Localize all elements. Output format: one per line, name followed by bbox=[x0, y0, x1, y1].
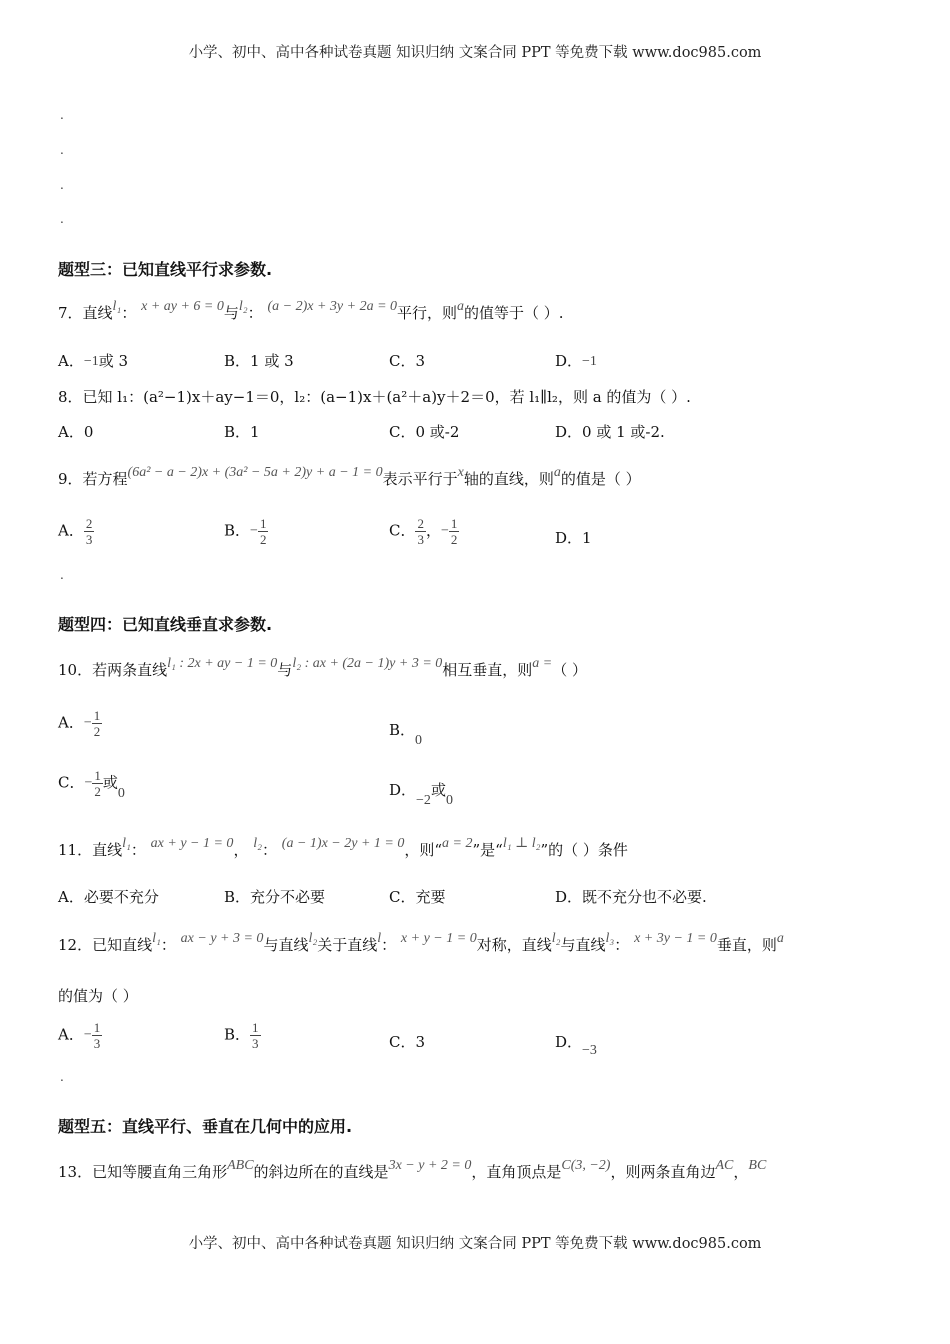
question-7 bbox=[58, 299, 564, 325]
q7-option-d: D．−1 bbox=[555, 352, 597, 370]
q13-eq: 3x − y + 2 = 0 bbox=[388, 1158, 472, 1173]
question-11: 11．直线l₁： ax + y − 1 = 0， l₂： (a − 1)x − 2y + 1 = 0，则“a = 2”是“l₁ ⊥ l₂”的（ ）条件 bbox=[58, 836, 628, 859]
q9-option-a: A． $\frac{2}{3}$ bbox=[58, 516, 93, 547]
q7-l1: l₁ bbox=[112, 299, 122, 314]
paragraph-mark: . bbox=[60, 178, 64, 192]
q7-text1: 平行，则 bbox=[397, 304, 458, 322]
q8-option-a: A．0 bbox=[58, 423, 94, 441]
q11-option-a: A．必要不充分 bbox=[58, 888, 159, 906]
q11-eq2: (a − 1)x − 2y + 1 = 0 bbox=[281, 836, 405, 851]
question-12-cont: 的值为（ ） bbox=[58, 987, 138, 1005]
q7-eq2: (a − 2)x + 3y + 2a = 0 bbox=[267, 299, 398, 314]
q7-l2: l₂ bbox=[238, 299, 248, 314]
q10-option-b: B．0 bbox=[389, 721, 423, 748]
q7-eq1: x + ay + 6 = 0 bbox=[141, 299, 224, 314]
section-title-5: 题型五：直线平行、垂直在几何中的应用. bbox=[58, 1117, 353, 1136]
q11-eq1: ax + y − 1 = 0 bbox=[150, 836, 234, 851]
q7-with: 与 bbox=[223, 304, 239, 322]
q7-colon: ： bbox=[121, 304, 137, 322]
page-footer: 小学、初中、高中各种试卷真题 知识归纳 文案合同 PPT 等免费下载 www.doc985.com bbox=[188, 1236, 762, 1252]
q10-option-c: C．− $\frac{1}{2}$ 或0 bbox=[58, 768, 125, 801]
question-12: 12．已知直线l₁： ax − y + 3 = 0与直线l₂关于直线l： x + y − 1 = 0对称，直线l₂与直线l₃： x + 3y − 1 = 0垂直，则a bbox=[58, 931, 784, 954]
section-title-4: 题型四：已知直线垂直求参数. bbox=[58, 615, 273, 634]
q12-option-b: B． $\frac{1}{3}$ bbox=[224, 1020, 259, 1051]
q7-colon2: ： bbox=[247, 304, 263, 322]
question-10: 10．若两条直线l₁ : 2x + ay − 1 = 0与l₂ : ax + (2a − 1)y + 3 = 0相互垂直，则a =（ ） bbox=[58, 656, 588, 679]
q10-eq2: l₂ : ax + (2a − 1)y + 3 = 0 bbox=[292, 656, 443, 671]
section-title-3: 题型三：已知直线平行求参数. bbox=[58, 260, 273, 279]
q8-option-d: D．0 或 1 或-2. bbox=[555, 423, 665, 441]
q8-option-b: B．1 bbox=[224, 423, 260, 441]
paragraph-mark: . bbox=[60, 108, 64, 122]
question-13: 13．已知等腰直角三角形ABC的斜边所在的直线是3x − y + 2 = 0，直角顶点是C(3, −2)，则两条直角边AC，BC bbox=[58, 1158, 767, 1181]
q7-option-c: C．3 bbox=[389, 352, 426, 370]
question-8: 8．已知 l₁：(a²−1)x＋ay−1＝0，l₂：(a−1)x＋(a²＋a)y＋2＝0，若 l₁∥l₂，则 a 的值为（ ）. bbox=[58, 388, 691, 406]
q10-option-d: D．−2或0 bbox=[389, 781, 453, 808]
q7-option-b: B．1 或 3 bbox=[224, 352, 294, 370]
q7-option-a: A．−1或 3 bbox=[58, 352, 129, 370]
question-9: 9．若方程(6a² − a − 2)x + (3a² − 5a + 2)y + a − 1 = 0表示平行于x轴的直线，则a的值是（ ） bbox=[58, 465, 641, 488]
q7-a: a bbox=[457, 299, 465, 314]
q10-eq1: l₁ : 2x + ay − 1 = 0 bbox=[167, 656, 278, 671]
q7-text2: 的值等于（ ）. bbox=[464, 304, 564, 322]
q11-option-b: B．充分不必要 bbox=[224, 888, 326, 906]
q10-option-a: A．− $\frac{1}{2}$ bbox=[58, 708, 101, 739]
q12-eq2: x + y − 1 = 0 bbox=[400, 931, 477, 946]
q8-option-c: C．0 或-2 bbox=[389, 423, 460, 441]
q12-option-a: A．− $\frac{1}{3}$ bbox=[58, 1020, 101, 1051]
paragraph-mark: . bbox=[60, 212, 64, 226]
paragraph-mark: . bbox=[60, 1070, 64, 1084]
q9-option-c: C． $\frac{2}{3}$ ，− $\frac{1}{2}$ bbox=[389, 516, 458, 547]
q12-eq1: ax − y + 3 = 0 bbox=[180, 931, 264, 946]
q12-eq3: x + 3y − 1 = 0 bbox=[634, 931, 717, 946]
q12-option-c: C．3 bbox=[389, 1033, 426, 1051]
paragraph-mark: . bbox=[60, 143, 64, 157]
q12-option-d: D．−3 bbox=[555, 1033, 597, 1058]
q7-number: 7．直线 bbox=[58, 304, 113, 322]
q9-eq: (6a² − a − 2)x + (3a² − 5a + 2)y + a − 1 = 0 bbox=[127, 465, 383, 480]
q11-option-d: D．既不充分也不必要. bbox=[555, 888, 707, 906]
q9-option-d: D．1 bbox=[555, 529, 592, 547]
page-header: 小学、初中、高中各种试卷真题 知识归纳 文案合同 PPT 等免费下载 www.doc985.com bbox=[188, 45, 762, 61]
q9-option-b: B．− $\frac{1}{2}$ bbox=[224, 516, 267, 547]
q11-option-c: C．充要 bbox=[389, 888, 446, 906]
paragraph-mark: . bbox=[60, 568, 64, 582]
